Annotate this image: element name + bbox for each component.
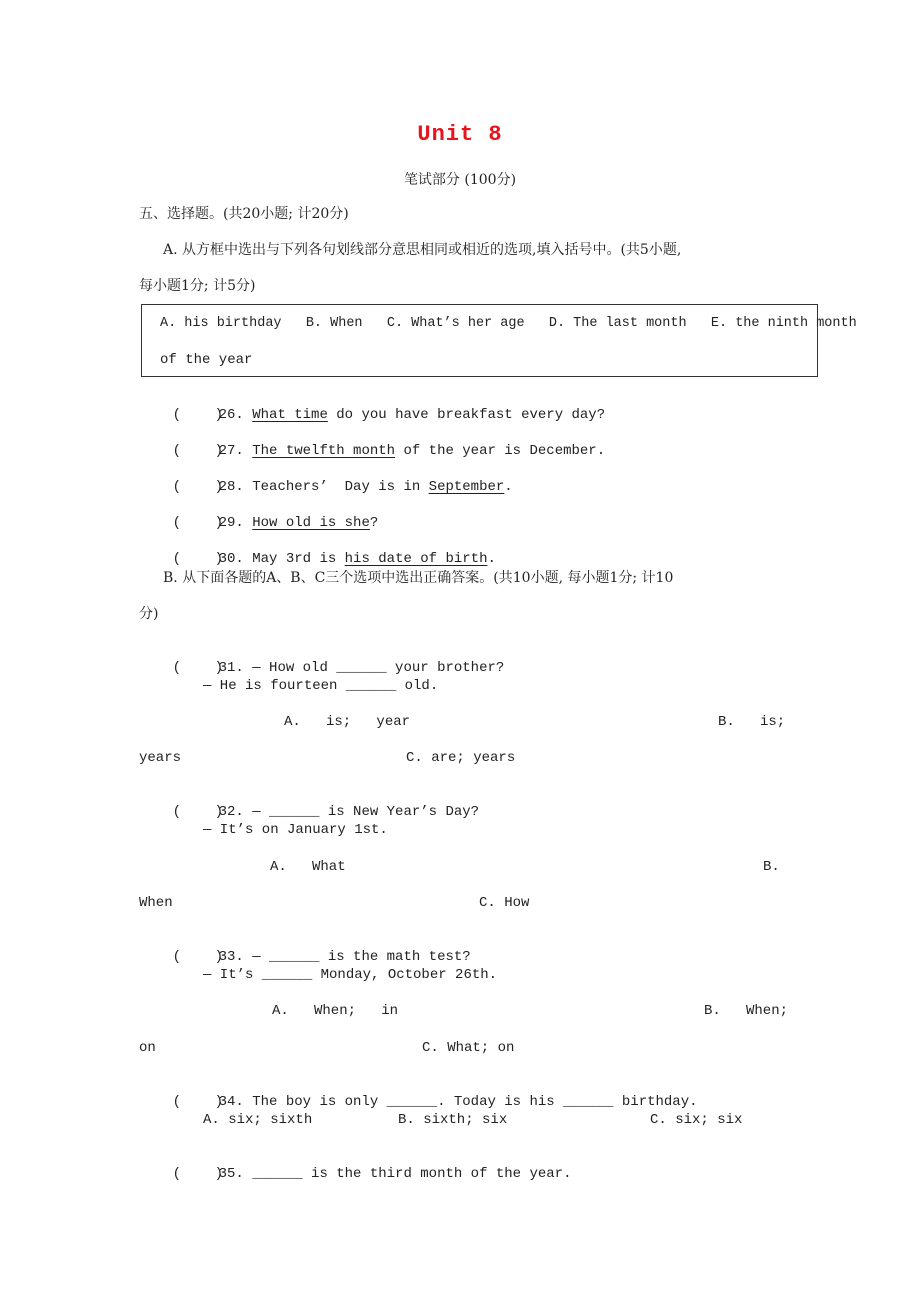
part-a-instruction-line2: 每小题1分; 计5分) xyxy=(139,278,256,294)
question-34-option-b: B. sixth; six xyxy=(398,1112,508,1128)
question-text: — How old ______ your brother? xyxy=(252,660,505,676)
section-heading: 五、选择题。(共20小题; 计20分) xyxy=(139,206,349,222)
answer-bracket[interactable]: ( ) xyxy=(172,551,224,567)
question-text: — ______ is New Year’s Day? xyxy=(252,804,480,820)
answer-bracket[interactable]: ( ) xyxy=(172,1094,224,1110)
question-text: ? xyxy=(369,515,379,531)
question-text: do you have breakfast every day? xyxy=(327,407,606,423)
question-31-option-b-cont: years xyxy=(139,750,182,766)
question-31-option-b: B. is; xyxy=(718,714,786,730)
question-number: 26. xyxy=(218,407,244,423)
question-33-option-c: C. What; on xyxy=(422,1040,515,1056)
page-subtitle: 笔试部分 (100分) xyxy=(403,172,517,188)
page-title: Unit 8 xyxy=(417,122,503,147)
options-box-line2: of the year xyxy=(160,352,253,368)
question-text: ______ is the third month of the year. xyxy=(252,1166,572,1182)
underlined-phrase: his date of birth xyxy=(344,551,488,567)
question-32-response: — It’s on January 1st. xyxy=(203,822,388,838)
answer-bracket[interactable]: ( ) xyxy=(172,1166,224,1182)
question-32-option-c: C. How xyxy=(479,895,530,911)
question-text: May 3rd is xyxy=(252,551,345,567)
question-33-response: — It’s ______ Monday, October 26th. xyxy=(203,967,498,983)
question-31-response: — He is fourteen ______ old. xyxy=(203,678,439,694)
answer-bracket[interactable]: ( ) xyxy=(172,804,224,820)
underlined-phrase: What time xyxy=(252,407,328,423)
question-number: 33. xyxy=(218,949,244,965)
answer-bracket[interactable]: ( ) xyxy=(172,515,224,531)
underlined-phrase: The twelfth month xyxy=(252,443,396,459)
part-b-instruction-line1: B. 从下面各题的A、B、C三个选项中选出正确答案。(共10小题, 每小题1分; 计10 xyxy=(163,570,674,586)
answer-bracket[interactable]: ( ) xyxy=(172,443,224,459)
question-31-option-c: C. are; years xyxy=(406,750,516,766)
question-number: 30. xyxy=(218,551,244,567)
question-34-option-c: C. six; six xyxy=(650,1112,743,1128)
part-b-instruction-line2: 分) xyxy=(139,606,159,622)
question-33-option-b: B. When; xyxy=(704,1003,789,1019)
question-32-option-b-cont: When xyxy=(139,895,173,911)
options-box-line1: A. his birthday B. When C. What’s her age D. The last month E. the ninth month xyxy=(160,316,857,331)
question-text: — ______ is the math test? xyxy=(252,949,471,965)
question-33-option-b-cont: on xyxy=(139,1040,156,1056)
question-number: 29. xyxy=(218,515,244,531)
question-text: . xyxy=(504,479,513,495)
underlined-phrase: How old is she xyxy=(252,515,370,531)
question-31-option-a: A. is; year xyxy=(284,714,411,730)
question-33-option-a: A. When; in xyxy=(272,1003,399,1019)
question-text: The boy is only ______. Today is his ______ birthday. xyxy=(252,1094,698,1110)
question-35 xyxy=(139,1147,572,1201)
question-text: . xyxy=(487,551,496,567)
question-32-option-a: A. What xyxy=(270,859,346,875)
question-text: Teachers’ Day is in xyxy=(252,479,429,495)
answer-bracket[interactable]: ( ) xyxy=(172,479,224,495)
answer-bracket[interactable]: ( ) xyxy=(172,949,224,965)
underlined-phrase: September xyxy=(428,479,505,495)
question-number: 35. xyxy=(218,1166,244,1182)
question-number: 27. xyxy=(218,443,244,459)
question-32-option-b: B. xyxy=(763,859,780,875)
answer-bracket[interactable]: ( ) xyxy=(172,407,224,423)
question-number: 34. xyxy=(218,1094,244,1110)
question-number: 32. xyxy=(218,804,244,820)
question-number: 31. xyxy=(218,660,244,676)
question-34-option-a: A. six; sixth xyxy=(203,1112,313,1128)
answer-bracket[interactable]: ( ) xyxy=(172,660,224,676)
question-text: of the year is December. xyxy=(395,443,606,459)
question-number: 28. xyxy=(218,479,244,495)
part-a-instruction-line1: A. 从方框中选出与下列各句划线部分意思相同或相近的选项,填入括号中。(共5小题, xyxy=(163,242,682,258)
